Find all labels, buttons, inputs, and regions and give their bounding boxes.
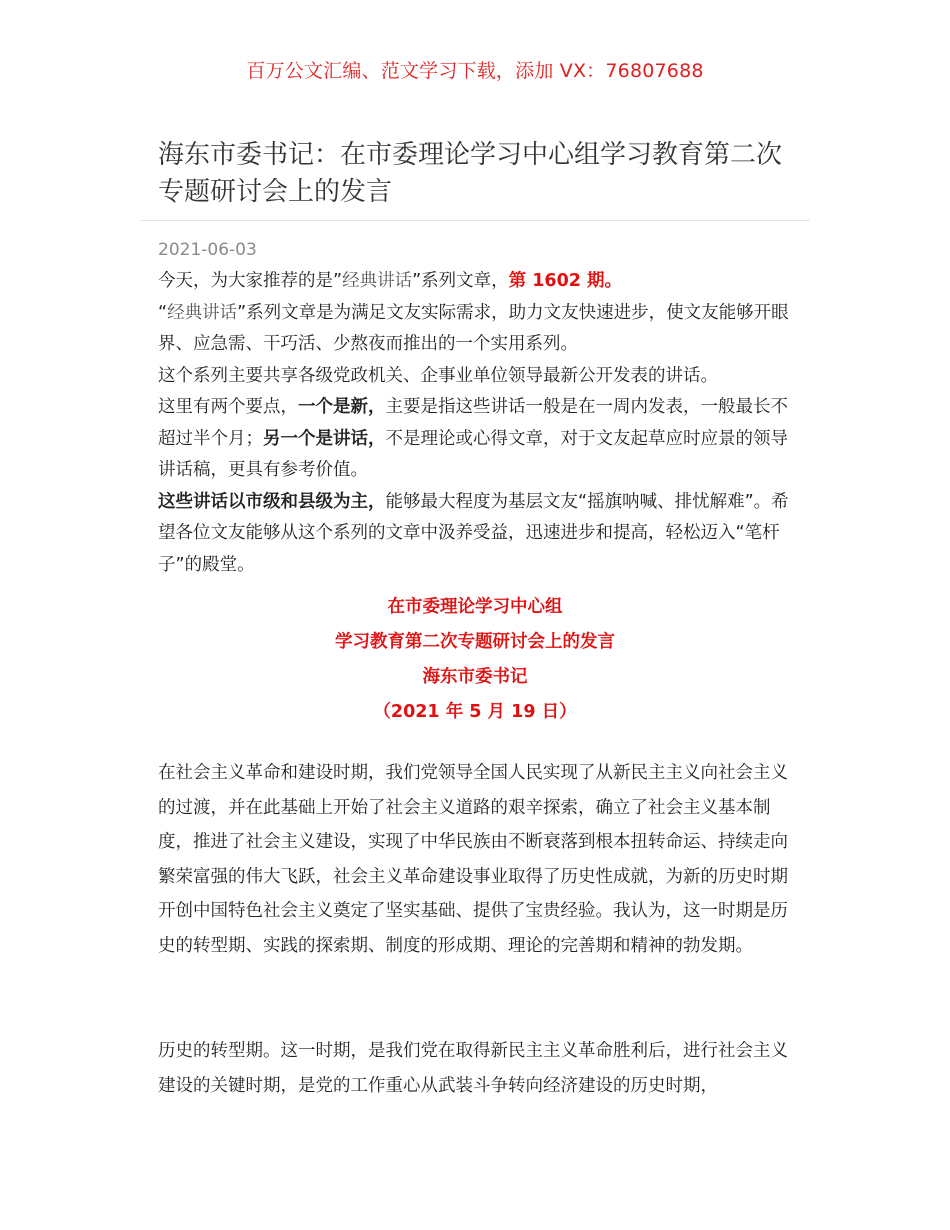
- key-point-new: 一个是新，: [298, 397, 386, 417]
- speech-author: 海东市委书记: [422, 667, 528, 687]
- intro-text: ”系列文章，: [412, 271, 509, 291]
- title-divider: [140, 220, 810, 221]
- intro-text: 不是理论或心得文章，对于文友起草应时应景的领导讲话稿，更具有参考价值。: [158, 428, 788, 480]
- intro-paragraph-5: [158, 487, 794, 582]
- publish-date: 2021-06-03: [158, 240, 257, 260]
- intro-paragraph-2: [158, 298, 794, 361]
- speech-heading: [0, 590, 950, 730]
- intro-paragraph-1: [158, 266, 794, 298]
- series-name: 经典讲话: [342, 271, 413, 291]
- intro-text: 主要是指这些讲话一般是在一周内发表，一般最长不超过半个月；: [158, 397, 788, 449]
- article-title: 海东市委书记：在市委理论学习中心组学习教育第二次专题研讨会上的发言: [158, 140, 783, 207]
- body-paragraph-2: 历史的转型期。这一时期，是我们党在取得新民主主义革命胜利后，进行社会主义建设的关键时期，是党的工作重心从武装斗争转向经济建设的历史时期，: [158, 1041, 788, 1096]
- speech-heading-line-1: 在市委理论学习中心组: [387, 597, 563, 617]
- series-name: 经典讲话: [167, 302, 238, 323]
- promo-banner: 百万公文汇编、范文学习下载，添加 VX：76807688: [246, 60, 704, 82]
- intro-text: “: [158, 302, 168, 323]
- speech-heading-line-2: 学习教育第二次专题研讨会上的发言: [335, 632, 615, 652]
- intro-text: 这里有两个要点，: [158, 397, 298, 417]
- intro-text: 今天，为大家推荐的是”: [158, 271, 343, 291]
- body-paragraph-1: 在社会主义革命和建设时期，我们党领导全国人民实现了从新民主主义向社会主义的过渡，并在此基础上开始了社会主义道路的艰辛探索，确立了社会主义基本制度，推进了社会主义建设，实现了中华民族由不断衰落到根本扭转命运、持续走向繁荣富强的伟大飞跃，社会主义革命建设事业取得了历史性成就，为新的历史时期开创中国特色社会主义奠定了坚实基础、提供了宝贵经验。我认为，这一时期是历史的转型期、实践的探索期、制度的形成期、理论的完善期和精神的勃发期。: [158, 763, 788, 956]
- intro-paragraph-3: 这个系列主要共享各级党政机关、企事业单位领导最新公开发表的讲话。: [158, 365, 718, 386]
- key-point-level: 这些讲话以市级和县级为主，: [158, 491, 386, 512]
- speech-date: （2021 年 5 月 19 日）: [373, 702, 577, 722]
- intro-section: [158, 266, 794, 581]
- key-point-speech: 另一个是讲话，: [263, 428, 386, 449]
- intro-paragraph-4: [158, 392, 794, 487]
- intro-text: 能够最大程度为基层文友“摇旗呐喊、排忧解难”。希望各位文友能够从这个系列的文章中汲养受益，迅速进步和提高，轻松迈入“笔杆子”的殿堂。: [158, 491, 789, 575]
- intro-text: ”系列文章是为满足文友实际需求，助力文友快速进步，使文友能够开眼界、应急需、干巧活、少熬夜而推出的一个实用系列。: [158, 302, 789, 354]
- issue-number: 第 1602 期。: [508, 271, 623, 291]
